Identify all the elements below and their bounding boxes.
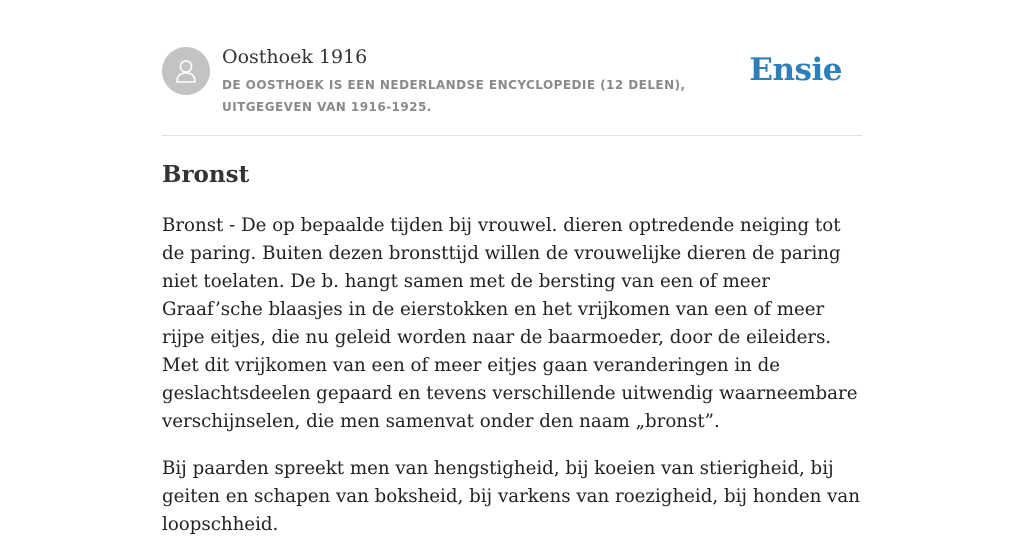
article-paragraph: Bij paarden spreekt men van hengstigheid, bij koeien van stierigheid, bij geiten en schapen van boksheid, bij varkens van roezigheid, bij honden van loopschheid. bbox=[162, 458, 860, 535]
header-divider bbox=[162, 135, 862, 136]
source-description: DE OOSTHOEK IS EEN NEDERLANDSE ENCYCLOPEDIE (12 DELEN), UITGEGEVEN VAN 1916-1925. bbox=[222, 78, 686, 114]
article-paragraph: Bronst - De op bepaalde tijden bij vrouwel. dieren optredende neiging tot de paring. Buiten dezen bronsttijd willen de vrouwelijke dieren de paring niet toelaten. De b. hangt samen met de bersting van een of meer Graaf’sche blaasjes in de eierstokken en het vrijkomen van een of meer rijpe eitjes, die nu geleid worden naar de baarmoeder, door de eileiders. Met dit vrijkomen van een of meer eitjes gaan veranderingen in de geslachtsdeelen gepaard en tevens verschillende uitwendig waarneembare verschijnselen, die men samenvat onder den naam „bronst”. bbox=[162, 215, 858, 432]
source-avatar[interactable] bbox=[162, 47, 210, 95]
user-icon bbox=[171, 56, 201, 86]
source-header bbox=[162, 44, 862, 136]
article-title: Bronst bbox=[162, 161, 250, 188]
article-body bbox=[162, 212, 868, 558]
ensie-logo[interactable]: Ensie bbox=[749, 52, 842, 88]
source-title[interactable]: Oosthoek 1916 bbox=[222, 46, 368, 68]
